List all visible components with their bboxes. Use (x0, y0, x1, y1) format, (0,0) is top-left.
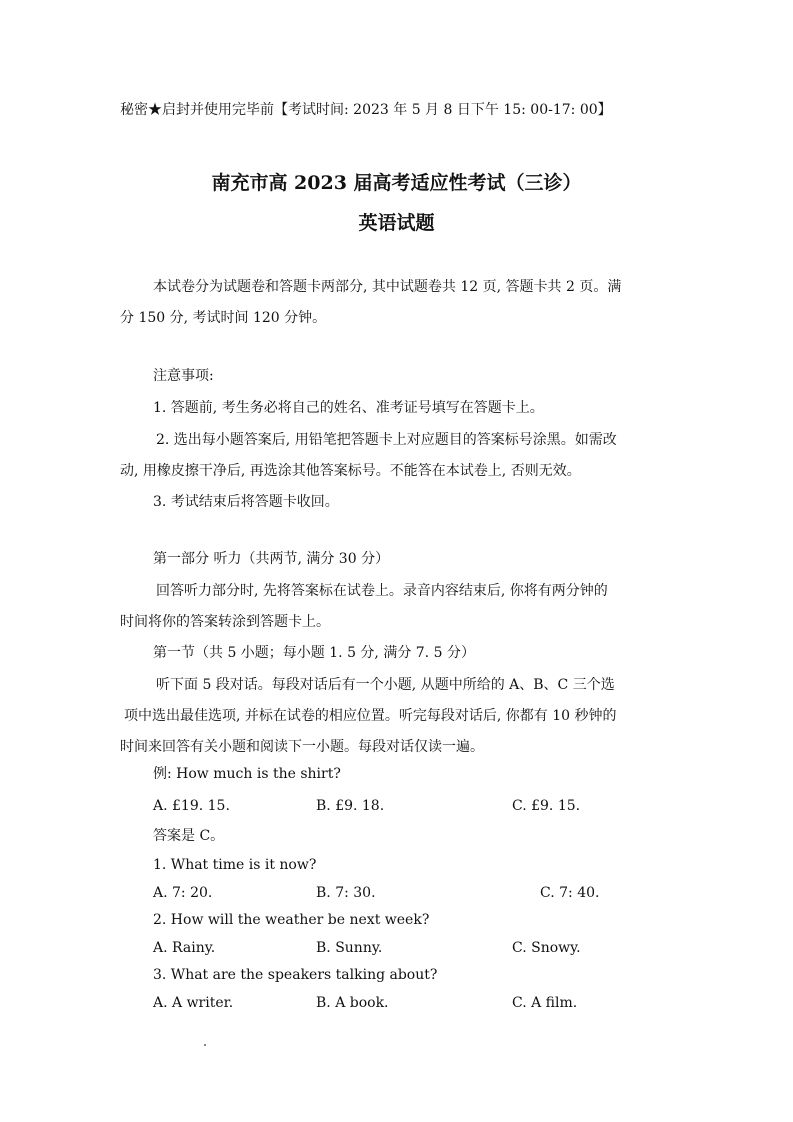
question-1-option-a: A. 7: 20. (153, 885, 213, 901)
exam-title: 南充市高 2023 届高考适应性考试（三诊） (211, 172, 582, 194)
notice-item-2-line-2: 动, 用橡皮擦干净后, 再选涂其他答案标号。不能答在本试卷上, 否则无效。 (120, 463, 581, 479)
question-2-option-a: A. Rainy. (153, 940, 216, 956)
question-1-option-b: B. 7: 30. (316, 885, 376, 901)
question-1: 1. What time is it now? (153, 857, 317, 873)
example-option-b: B. £9. 18. (316, 798, 385, 814)
example-option-a: A. £19. 15. (153, 798, 230, 814)
part1-desc-line-2: 时间将你的答案转涂到答题卡上。 (120, 614, 330, 630)
notice-item-3: 3. 考试结束后将答题卡收回。 (153, 494, 339, 510)
section1-heading: 第一节（共 5 小题；每小题 1. 5 分, 满分 7. 5 分） (153, 645, 475, 661)
intro-line-1: 本试卷分为试题卷和答题卡两部分, 其中试题卷共 12 页, 答题卡共 2 页。满 (153, 279, 622, 295)
intro-line-2: 分 150 分, 考试时间 120 分钟。 (120, 310, 327, 326)
example-option-c: C. £9. 15. (512, 798, 581, 814)
question-3-option-c: C. A film. (512, 995, 578, 1011)
scan-dot (204, 1044, 206, 1046)
question-3: 3. What are the speakers talking about? (153, 967, 438, 983)
example-question: 例: How much is the shirt? (153, 766, 341, 782)
notice-item-1: 1. 答题前, 考生务必将自己的姓名、准考证号填写在答题卡上。 (153, 400, 544, 416)
notice-item-2-line-1: 2. 选出每小题答案后, 用铅笔把答题卡上对应题目的答案标号涂黑。如需改 (156, 432, 617, 448)
notice-heading: 注意事项: (153, 368, 214, 384)
part1-heading: 第一部分 听力（共两节, 满分 30 分） (153, 551, 390, 567)
question-3-option-b: B. A book. (316, 995, 389, 1011)
confidential-header: 秘密★启封并使用完毕前【考试时间: 2023 年 5 月 8 日下午 15: 00-17: 00】 (120, 102, 612, 118)
question-2-option-c: C. Snowy. (512, 940, 581, 956)
exam-subtitle: 英语试题 (358, 212, 435, 234)
question-2: 2. How will the weather be next week? (153, 912, 430, 928)
part1-desc-line-1: 回答听力部分时, 先将答案标在试卷上。录音内容结束后, 你将有两分钟的 (156, 583, 608, 599)
section1-desc-line-3: 时间来回答有关小题和阅读下一小题。每段对话仅读一遍。 (120, 739, 484, 755)
section1-desc-line-2: 项中选出最佳选项, 并标在试卷的相应位置。听完每段对话后, 你都有 10 秒钟的 (124, 708, 617, 724)
section1-desc-line-1: 听下面 5 段对话。每段对话后有一个小题, 从题中所给的 A、B、C 三个选 (156, 677, 615, 693)
question-1-option-c: C. 7: 40. (540, 885, 600, 901)
question-3-option-a: A. A writer. (153, 995, 234, 1011)
example-answer: 答案是 C。 (153, 828, 225, 844)
question-2-option-b: B. Sunny. (316, 940, 383, 956)
